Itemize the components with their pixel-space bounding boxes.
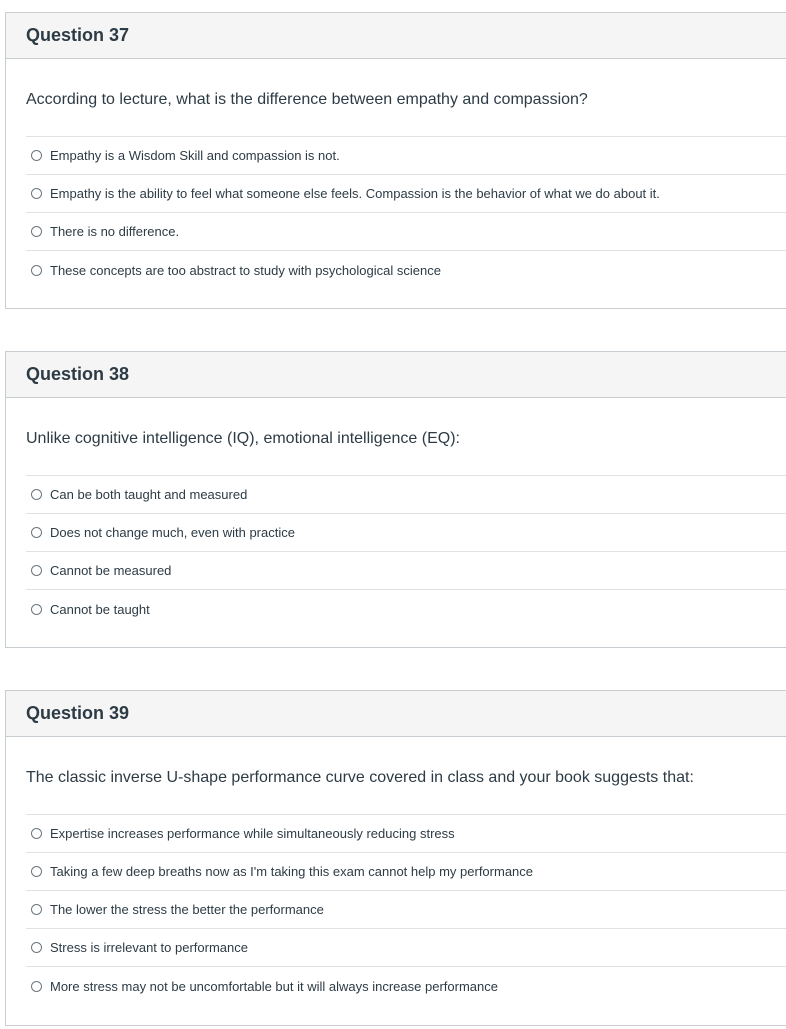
answer-option[interactable] bbox=[26, 552, 786, 590]
radio-button-icon[interactable] bbox=[31, 942, 42, 953]
answer-option[interactable] bbox=[26, 891, 786, 929]
answer-label[interactable]: Cannot be measured bbox=[50, 563, 172, 578]
radio-button-icon[interactable] bbox=[31, 565, 42, 576]
answer-label[interactable]: Empathy is a Wisdom Skill and compassion is not. bbox=[50, 148, 340, 163]
answer-option[interactable] bbox=[26, 590, 786, 628]
radio-button-icon[interactable] bbox=[31, 828, 42, 839]
answer-label[interactable]: Can be both taught and measured bbox=[50, 487, 248, 502]
answer-option[interactable] bbox=[26, 213, 786, 251]
radio-button-icon[interactable] bbox=[31, 489, 42, 500]
radio-button-icon[interactable] bbox=[31, 604, 42, 615]
answer-label[interactable]: The lower the stress the better the performance bbox=[50, 902, 324, 917]
answer-label[interactable]: These concepts are too abstract to study with psychological science bbox=[50, 262, 441, 278]
question-title: Question 37 bbox=[26, 25, 130, 45]
answer-option[interactable] bbox=[26, 175, 786, 213]
answer-label[interactable]: There is no difference. bbox=[50, 224, 180, 239]
question-header bbox=[6, 691, 786, 737]
question-title: Question 38 bbox=[26, 364, 130, 384]
question-card-38 bbox=[5, 351, 786, 648]
question-card-39 bbox=[5, 690, 786, 1026]
question-body bbox=[6, 59, 786, 289]
radio-button-icon[interactable] bbox=[31, 866, 42, 877]
radio-button-icon[interactable] bbox=[31, 150, 42, 161]
answer-label[interactable]: Empathy is the ability to feel what someone else feels. Compassion is the behavior of what we do about it. bbox=[50, 186, 660, 201]
answer-option[interactable] bbox=[26, 967, 786, 1005]
answer-label[interactable]: More stress may not be uncomfortable but it will always increase performance bbox=[50, 978, 498, 994]
answer-list bbox=[26, 475, 786, 628]
question-body bbox=[6, 398, 786, 628]
answer-option[interactable] bbox=[26, 929, 786, 967]
answer-label[interactable]: Expertise increases performance while simultaneously reducing stress bbox=[50, 826, 455, 841]
question-body bbox=[6, 737, 786, 1005]
answer-option[interactable] bbox=[26, 853, 786, 891]
answer-list bbox=[26, 136, 786, 289]
radio-button-icon[interactable] bbox=[31, 226, 42, 237]
question-header bbox=[6, 352, 786, 398]
radio-button-icon[interactable] bbox=[31, 188, 42, 199]
radio-button-icon[interactable] bbox=[31, 527, 42, 538]
answer-label[interactable]: Does not change much, even with practice bbox=[50, 525, 295, 540]
question-text: The classic inverse U-shape performance curve covered in class and your book suggests that: bbox=[26, 769, 694, 786]
answer-option[interactable] bbox=[26, 514, 786, 552]
answer-label[interactable]: Cannot be taught bbox=[50, 601, 150, 617]
answer-option[interactable] bbox=[26, 815, 786, 853]
answer-option[interactable] bbox=[26, 137, 786, 175]
answer-list bbox=[26, 814, 786, 1005]
radio-button-icon[interactable] bbox=[31, 981, 42, 992]
answer-label[interactable]: Stress is irrelevant to performance bbox=[50, 940, 248, 955]
question-text: Unlike cognitive intelligence (IQ), emotional intelligence (EQ): bbox=[26, 430, 460, 447]
question-header bbox=[6, 13, 786, 59]
radio-button-icon[interactable] bbox=[31, 265, 42, 276]
answer-option[interactable] bbox=[26, 476, 786, 514]
question-text: According to lecture, what is the difference between empathy and compassion? bbox=[26, 91, 588, 108]
answer-label[interactable]: Taking a few deep breaths now as I'm taking this exam cannot help my performance bbox=[50, 864, 534, 879]
question-title: Question 39 bbox=[26, 703, 130, 723]
answer-option[interactable] bbox=[26, 251, 786, 289]
question-card-37 bbox=[5, 12, 786, 309]
radio-button-icon[interactable] bbox=[31, 904, 42, 915]
